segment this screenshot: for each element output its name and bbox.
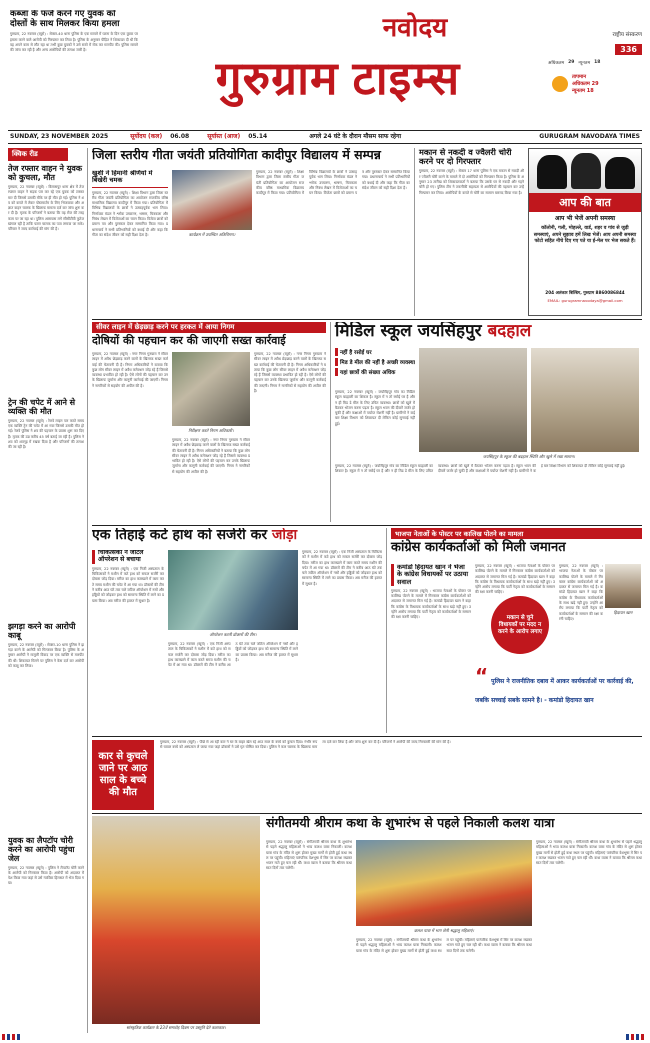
aap-ki-baat-sub: आप भी भेजें अपनी समस्या — [554, 215, 616, 222]
registration-mark-right — [626, 1034, 646, 1040]
surgery-caption: ऑपरेशन करती डॉक्टरों की टीम। — [209, 632, 257, 637]
sewer-body-mid: गुरुग्राम, 22 नवम्बर (ब्यूरो) : नगर निगम गुरुग्राम ने सीवर लाइन में अवैध छेड़छाड़ करने वालों के खिलाफ सख्त कार्रवाई की चेतावनी दी है। निगम अधिकारियों ने बताया कि कुछ लोग सीवर लाइन में अवैध कनेक्शन जोड़ रहे हैं जिससे व्यवस्था प्रभावित हो रही है। ऐसे लोगों की पहचान कर उनके खिलाफ जुर्माना और कानूनी कार्रवाई की जाएगी। निगम ने नागरिकों से सहयोग की अपील की है। — [172, 438, 250, 474]
left-story4-title: युवक का लैपटॉप चोरी करने का आरोपी पहुंचा जेल — [8, 835, 75, 863]
car-crush-story — [92, 740, 642, 810]
car-crush-headline: कार से कुचले जाने पर आठ साल के बच्चे की मौत — [98, 751, 148, 798]
sewer-body-right: गुरुग्राम, 22 नवम्बर (ब्यूरो) : नगर निगम गुरुग्राम ने सीवर लाइन में अवैध छेड़छाड़ करने वालों के खिलाफ सख्त कार्रवाई की चेतावनी दी है। निगम अधिकारियों ने बताया कि कुछ लोग सीवर लाइन में अवैध कनेक्शन जोड़ रहे हैं जिससे व्यवस्था प्रभावित हो रही है। ऐसे लोगों की पहचान कर उनके खिलाफ जुर्माना और कानूनी कार्रवाई की जाएगी। निगम ने नागरिकों से सहयोग की अपील की है। — [254, 352, 326, 394]
car-crush-headline-box — [92, 740, 154, 810]
ram-katha-headline: संगीतमयी श्रीराम कथा के शुभारंभ से पहले निकाली कलश यात्रा — [266, 816, 555, 830]
ram-katha-story — [92, 816, 642, 1034]
sewer-headline: दोषियों की पहचान कर की जाएगी सख्त कार्रवाई — [92, 334, 286, 347]
theft-story — [414, 148, 524, 316]
gita-sub: खुशी ने हिमानी श्रेणियों में बिखेरी चमक — [92, 170, 168, 188]
divider-4 — [92, 813, 642, 814]
school-headline — [335, 322, 642, 346]
surgery-story — [92, 528, 382, 733]
congress-left — [391, 564, 471, 732]
dateline-promo: अगले 24 घंटे के दौरान मौसम साफ रहेगा — [309, 133, 402, 140]
sunset-time: 05.14 — [248, 133, 268, 140]
sunrise-label: सूर्योदय (कल) — [130, 133, 163, 140]
weather-max-value: 29 — [568, 60, 575, 65]
gita-headline: जिला स्तरीय गीता जयंती प्रतियोगिता कादीपुर विद्यालय में सम्पन्न — [92, 148, 381, 162]
surgery-headline-part2: जोड़ा — [272, 528, 298, 543]
dateline-bar — [8, 130, 642, 144]
sewer-photo — [172, 352, 250, 426]
sewer-caption: निरीक्षण करते निगम अधिकारी। — [188, 428, 234, 433]
gita-photo — [172, 170, 252, 230]
sun-icon — [552, 76, 568, 92]
top-right-box — [548, 30, 642, 122]
sunset-label: सूर्यास्त (आज) — [207, 133, 241, 140]
congress-quote-text: पुलिस ने राजनीतिक दबाव में आकर कार्यकर्ताओं पर कार्रवाई की, जबकि सच्चाई सबके सामने है। - कमांडो हिदायत खान — [475, 678, 634, 704]
left-story1-body: गुरुग्राम, 22 नवम्बर (ब्यूरो) : बिलासपुर थाना क्षेत्र में तेज रफ्तार वाहन ने सड़क पार कर रहे एक युवक को टक्कर मार दी जिससे उसकी मौके पर ही मौत हो गई। पुलिस ने शव को कब्जे में लेकर पोस्टमार्टम के लिए भिजवाया और अज्ञात वाहन चालक के खिलाफ मामला दर्ज कर जांच शुरू कर दी है। मृतक के परिजनों ने बताया कि वह रोज की तरह काम पर जा रहा था। पुलिस आसपास लगे सीसीटीवी फुटेज खंगाल रही है ताकि फरार चालक का पता लगाया जा सके। परिवार ने जल्द कार्रवाई की मांग की है। — [8, 184, 84, 232]
gita-story — [92, 148, 410, 316]
school-headline-part1: मिडिल स्कूल जयसिंहपुर — [335, 322, 482, 341]
brand-name-part2: टाइम्स — [352, 51, 461, 105]
congress-red-circle — [491, 596, 549, 654]
gita-body-left: गुरुग्राम, 22 नवम्बर (ब्यूरो) : शिक्षा विभाग द्वारा जिला स्तरीय गीता जयंती प्रतियोगिता का आयोजन राजकीय वरिष्ठ माध्यमिक विद्यालय कादीपुर में किया गया। प्रतियोगिता में विभिन्न विद्यालयों के छात्रों ने उत्साहपूर्वक भाग लिया। निर्णायक मंडल ने श्लोक उच्चारण, भाषण, चित्रकला और निबंध लेखन में विजेताओं का चयन किया। विजेता छात्रों को प्रमाण पत्र और पुरस्कार देकर सम्मानित किया गया। प्रधानाचार्य ने सभी प्रतिभागियों को बधाई दी और कहा कि गीता का संदेश जीवन को सही दिशा देता है। — [92, 190, 168, 237]
sewer-story — [92, 322, 326, 522]
congress-quote — [475, 668, 641, 732]
kalash-caption-1: सांस्कृतिक कार्यक्रम के 23वें समारोह दिवस पर प्रस्तुति देते कलाकार। — [126, 1025, 226, 1030]
congress-red-text: मकान से चुने विधायकों पर मदद न करने के आरोप लगाए — [498, 614, 542, 635]
quick-read-label: क्विक रीड — [8, 148, 68, 161]
surgery-left — [92, 550, 164, 730]
aap-ki-baat-email: EMAIL: gurugramnavodaya@gmail.com — [547, 298, 623, 303]
surgery-body-left: गुरुग्राम, 22 नवम्बर (ब्यूरो) : एक निजी अस्पताल के चिकित्सकों ने मशीन में कटे हाथ को सफल सर्जरी कर दोबारा जोड़ दिया। मरीज का हाथ कारखाने में काम करते समय मशीन की चपेट में आ गया था। डॉक्टरों की टीम ने करीब आठ घंटे तक चले जटिल ऑपरेशन में नसों और हड्डियों को जोड़कर हाथ को सामान्य स्थिति में लाने का प्रयास किया। अब मरीज की हालत में सुधार है। — [92, 566, 164, 603]
aap-ki-baat-box — [528, 148, 642, 316]
top-left-headline: कब्जा के फर्ज करने गए युवक को दोस्तों के साथ मिलकर किया हमला — [10, 10, 120, 29]
school-body-left: गुरुग्राम, 22 नवम्बर (ब्यूरो) : जयसिंहपुर गांव का मिडिल स्कूल बदहाली का शिकार है। स्कूल में न तो रसोई घर है और न ही मिड डे मील के लिए उचित व्यवस्था। छात्रों को खुले में बैठकर भोजन करना पड़ता है। स्कूल भवन की दीवारें जर्जर हो चुकी हैं और कक्षाओं में पर्याप्त रोशनी नहीं है। ग्रामीणों ने कई बार शिक्षा विभाग को शिकायत दी लेकिन कोई सुनवाई नहीं हुई। — [335, 390, 415, 426]
surgery-headline — [92, 528, 382, 548]
school-point-1: नहीं है रसोई घर — [335, 348, 415, 356]
surgery-headline-part1: एक तिहाई कटे हाथ को सर्जरी कर — [92, 528, 268, 543]
left-story3-title: झगड़ा करने का आरोपी काबू — [8, 621, 76, 640]
theft-body: गुरुग्राम, 22 नवम्बर (ब्यूरो) : सेक्टर 17 थाना पुलिस ने एक मकान से नकदी और ज्वैलरी चोरी करने के मामले में दो आरोपियों को गिरफ्तार किया है। पुलिस के अनुसार 23 तारीख को शिकायतकर्ता ने बताया कि उसके घर से नकदी और गहने चोरी हो गए। पुलिस टीम ने तकनीकी सहायता से आरोपियों की पहचान कर उन्हें गिरफ्तार कर लिया। आरोपियों के कब्जे से चोरी का सामान बरामद किया गया है। — [419, 169, 524, 195]
surgery-photo — [168, 550, 298, 630]
page-number: 336 — [615, 44, 642, 55]
ram-katha-body-right: गुरुग्राम, 22 नवम्बर (ब्यूरो) : संगीतमयी श्रीराम कथा के शुभारंभ से पहले श्रद्धालु महिलाओं ने भव्य कलश यात्रा निकाली। कलश यात्रा गांव के मंदिर से शुरू होकर मुख्य मार्गों से होती हुई कथा स्थल पर पहुंची। महिलाएं पारंपरिक वेशभूषा में सिर पर कलश रखकर भजन गाते हुए चल रही थीं। कथा व्यास ने बताया कि श्रीराम कथा सात दिनों तक चलेगी। — [536, 840, 642, 866]
aap-ki-baat-body: कॉलोनी, गली, मोहल्ले, वार्ड, शहर व गांव से जुड़ी समस्याएं, अपने सुझाव हमें लिख भेजें। आप अपनी समस्या फोटो सहित नीचे दिए गए पते या ई-मेल पर भेज सकते हैं। — [533, 226, 637, 245]
aap-ki-baat-contact: 204 अलंकार बिल्डिंग, गुरुग्राम 8860086844 — [545, 290, 625, 295]
weather-max-name: अधिकतम — [548, 61, 565, 66]
brand-top-word: नवोदय — [382, 13, 448, 43]
school-headline-part2: बदहाल — [487, 322, 532, 341]
left-story4-body: गुरुग्राम, 22 नवम्बर (ब्यूरो) : पुलिस ने लैपटॉप चोरी करने के आरोपी को गिरफ्तार किया है। आरोपी को अदालत में पेश किया गया जहां से उसे न्यायिक हिरासत में भेज दिया गया। — [8, 865, 84, 886]
weather-row — [548, 60, 642, 66]
edition-name: GURUGRAM NAVODAYA TIMES — [539, 133, 640, 140]
kalash-photo-1 — [92, 816, 260, 1024]
congress-body-left: गुरुग्राम, 22 नवम्बर (ब्यूरो) : भाजपा नेताओं के पोस्टर पर कालिख पोतने के मामले में गिरफ्तार कांग्रेस कार्यकर्ताओं को अदालत से जमानत मिल गई है। कमांडो हिदायत खान ने कहा कि कांग्रेस के विधायक कार्यकर्ताओं के साथ खड़े नहीं हुए। उन्होंने आरोप लगाया कि पार्टी नेतृत्व को कार्यकर्ताओं के सम्मान की रक्षा करनी चाहिए। — [391, 588, 471, 620]
divider-3 — [92, 736, 642, 737]
left-column — [8, 148, 88, 1033]
school-body-bottom: गुरुग्राम, 22 नवम्बर (ब्यूरो) : जयसिंहपुर गांव का मिडिल स्कूल बदहाली का शिकार है। स्कूल में न तो रसोई घर है और न ही मिड डे मील के लिए उचित व्यवस्था। छात्रों को खुले में बैठकर भोजन करना पड़ता है। स्कूल भवन की दीवारें जर्जर हो चुकी हैं और कक्षाओं में पर्याप्त रोशनी नहीं है। ग्रामीणों ने कई बार शिक्षा विभाग को शिकायत दी लेकिन कोई सुनवाई नहीं हुई। — [335, 464, 626, 474]
congress-headline: कांग्रेस कार्यकर्ताओं को मिली जमानत — [391, 540, 566, 555]
ram-katha-body-left: गुरुग्राम, 22 नवम्बर (ब्यूरो) : संगीतमयी श्रीराम कथा के शुभारंभ से पहले श्रद्धालु महिलाओं ने भव्य कलश यात्रा निकाली। कलश यात्रा गांव के मंदिर से शुरू होकर मुख्य मार्गों से होती हुई कथा स्थल पर पहुंची। महिलाएं पारंपरिक वेशभूषा में सिर पर कलश रखकर भजन गाते हुए चल रही थीं। कथा व्यास ने बताया कि श्रीराम कथा सात दिनों तक चलेगी। — [266, 840, 352, 871]
registration-mark-left — [2, 1034, 22, 1040]
brand-logo — [138, 38, 538, 116]
congress-body-mid: गुरुग्राम, 22 नवम्बर (ब्यूरो) : भाजपा नेताओं के पोस्टर पर कालिख पोतने के मामले में गिरफ्तार कांग्रेस कार्यकर्ताओं को अदालत से जमानत मिल गई है। कमांडो हिदायत खान ने कहा कि कांग्रेस के विधायक कार्यकर्ताओं के साथ खड़े नहीं हुए। उन्होंने आरोप लगाया कि पार्टी नेतृत्व को कार्यकर्ताओं के सम्मान की रक्षा करनी चाहिए। — [475, 564, 555, 595]
gita-body-right: गुरुग्राम, 22 नवम्बर (ब्यूरो) : शिक्षा विभाग द्वारा जिला स्तरीय गीता जयंती प्रतियोगिता का आयोजन राजकीय वरिष्ठ माध्यमिक विद्यालय कादीपुर में किया गया। प्रतियोगिता में विभिन्न विद्यालयों के छात्रों ने उत्साहपूर्वक भाग लिया। निर्णायक मंडल ने श्लोक उच्चारण, भाषण, चित्रकला और निबंध लेखन में विजेताओं का चयन किया। विजेता छात्रों को प्रमाण पत्र और पुरस्कार देकर सम्मानित किया गया। प्रधानाचार्य ने सभी प्रतिभागियों को बधाई दी और कहा कि गीता का संदेश जीवन को सही दिशा देता है। — [256, 170, 410, 196]
date: SUNDAY, 23 NOVEMBER 2025 — [10, 133, 109, 140]
school-points — [335, 348, 415, 388]
sunrise-time: 06.08 — [170, 133, 190, 140]
school-story — [330, 322, 642, 522]
sewer-kicker: सीवर लाइन में छेड़छाड़ करने पर हरकत में आया निगम — [92, 322, 326, 333]
aap-ki-baat-title: आप की बात — [529, 193, 641, 212]
school-point-3: यहां छात्रों की संख्या अधिक — [335, 368, 415, 376]
surgery-body-right: गुरुग्राम, 22 नवम्बर (ब्यूरो) : एक निजी अस्पताल के चिकित्सकों ने मशीन में कटे हाथ को सफल सर्जरी कर दोबारा जोड़ दिया। मरीज का हाथ कारखाने में काम करते समय मशीन की चपेट में आ गया था। डॉक्टरों की टीम ने करीब आठ घंटे तक चले जटिल ऑपरेशन में नसों और हड्डियों को जोड़कर हाथ को सामान्य स्थिति में लाने का प्रयास किया। अब मरीज की हालत में सुधार है। — [302, 550, 382, 586]
weather-extra: तापमान अधिकतम 29 न्यूनतम 18 — [572, 74, 599, 94]
kalash-caption-2: कलश यात्रा में भाग लेती श्रद्धालु महिलाएं। — [413, 928, 475, 933]
divider-2 — [92, 525, 642, 526]
left-story3-body: गुरुग्राम, 22 नवम्बर (ब्यूरो) : सेक्टर-10 थाना पुलिस ने झगड़ा करने के आरोपी को गिरफ्तार किया है। पुलिस के अनुसार आरोपी ने मामूली विवाद पर एक व्यक्ति से मारपीट की थी। शिकायत मिलने पर पुलिस ने केस दर्ज कर आरोपी को काबू कर लिया। — [8, 642, 84, 668]
weather-min-name: न्यूनतम — [578, 61, 591, 66]
quote-icon: “ — [475, 668, 489, 688]
top-left-story — [10, 10, 138, 122]
left-story2-body: गुरुग्राम, 22 नवम्बर (ब्यूरो) : रेलवे लाइन पार करते समय एक व्यक्ति ट्रेन की चपेट में आ गया जिससे उसकी मौत हो गई। रेलवे पुलिस ने शव की पहचान के प्रयास शुरू कर दिए हैं। मृतक की उम्र करीब 45 वर्ष बताई जा रही है। पुलिस ने शव को शवगृह में रखवा दिया है और परिजनों की तलाश की जा रही है। — [8, 418, 84, 450]
school-point-2: मिड डे मील की नहीं है अच्छी व्यवस्था — [335, 358, 415, 366]
sewer-body-left: गुरुग्राम, 22 नवम्बर (ब्यूरो) : नगर निगम गुरुग्राम ने सीवर लाइन में अवैध छेड़छाड़ करने वालों के खिलाफ सख्त कार्रवाई की चेतावनी दी है। निगम अधिकारियों ने बताया कि कुछ लोग सीवर लाइन में अवैध कनेक्शन जोड़ रहे हैं जिससे व्यवस्था प्रभावित हो रही है। ऐसे लोगों की पहचान कर उनके खिलाफ जुर्माना और कानूनी कार्रवाई की जाएगी। निगम ने नागरिकों से सहयोग की अपील की है। — [92, 352, 168, 388]
top-left-body: गुरुग्राम, 22 नवम्बर (ब्यूरो) : सेक्टर-40 थाना पुलिस के एक मामले में घटना के दिन एक युवक पर हमला करने वाले आरोपी को गिरफ्तार कर लिया है। पुलिस के अनुसार पीड़ित ने शिकायत दी थी कि वह अपने काम से लौट रहा था तभी कुछ युवकों ने उसे रास्ते में रोक कर मारपीट की। पुलिस मामले की जांच कर रही है और अन्य आरोपियों की तलाश जारी है। — [10, 32, 138, 53]
school-caption: जयसिंहपुर के स्कूल की बदहाल स्थिति और खुले में रखा सामान। — [483, 454, 575, 459]
gita-sub-box — [92, 170, 168, 312]
kalash-photo-2 — [356, 840, 532, 926]
gita-caption: कार्यक्रम में उपस्थित अतिथिगण। — [188, 232, 236, 237]
school-photo-2 — [531, 348, 639, 452]
brand-name-part1: गुरुग्राम — [215, 51, 339, 105]
car-crush-body: गुरुग्राम, 22 नवम्बर (ब्यूरो) : पीछे से आ रही कार ने घर के बाहर खेल रहे आठ साल के बच्चे को कुचल दिया। गंभीर रूप से घायल बच्चे को अस्पताल ले जाया गया जहां डॉक्टरों ने उसे मृत घोषित कर दिया। पुलिस ने कार चालक के खिलाफ मामला दर्ज कर लिया है और जांच शुरू कर दी है। परिजनों ने आरोपी की जल्द गिरफ्तारी की मांग की है। — [160, 740, 451, 750]
aap-ki-baat-graphic — [529, 149, 641, 193]
school-photo-1 — [419, 348, 527, 452]
surgery-sub: चिकित्सकों ने जटिल ऑपरेशन से बचाया — [92, 550, 164, 564]
divider-1 — [92, 319, 642, 320]
congress-kicker: भाजपा नेताओं के पोस्टर पर कालिख पोतने का मामला — [391, 528, 642, 539]
left-story1-title: तेज रफ्तार वाहन ने युवक को कुचला, मौत — [8, 164, 83, 182]
theft-headline: मकान से नकदी व ज्वैलरी चोरी करने पर दो गिरफ्तार — [419, 148, 512, 167]
congress-person-name: हिदायत खान — [613, 610, 633, 615]
congress-body-right: गुरुग्राम, 22 नवम्बर (ब्यूरो) : भाजपा नेताओं के पोस्टर पर कालिख पोतने के मामले में गिरफ्तार कांग्रेस कार्यकर्ताओं को अदालत से जमानत मिल गई है। कमांडो हिदायत खान ने कहा कि कांग्रेस के विधायक कार्यकर्ताओं के साथ खड़े नहीं हुए। उन्होंने आरोप लगाया कि पार्टी नेतृत्व को कार्यकर्ताओं के सम्मान की रक्षा करनी चाहिए। — [559, 564, 603, 621]
surgery-body-bottom: गुरुग्राम, 22 नवम्बर (ब्यूरो) : एक निजी अस्पताल के चिकित्सकों ने मशीन में कटे हाथ को सफल सर्जरी कर दोबारा जोड़ दिया। मरीज का हाथ कारखाने में काम करते समय मशीन की चपेट में आ गया था। डॉक्टरों की टीम ने करीब आठ घंटे तक चले जटिल ऑपरेशन में नसों और हड्डियों को जोड़कर हाथ को सामान्य स्थिति में लाने का प्रयास किया। अब मरीज की हालत में सुधार है। — [168, 642, 298, 668]
congress-person-photo — [605, 564, 641, 608]
edition-label: राष्ट्रीय संस्करण — [612, 32, 642, 38]
masthead — [0, 0, 650, 130]
left-story2-title: ट्रेन की चपेट में आने से व्यक्ति की मौत — [8, 397, 76, 416]
congress-sub: कमांडो हिदायत खान ने भेजा के कांग्रेस विधायकों पर उठाया सवाल — [391, 564, 471, 586]
weather-min-value: 18 — [594, 60, 601, 65]
ram-katha-body-mid: गुरुग्राम, 22 नवम्बर (ब्यूरो) : संगीतमयी श्रीराम कथा के शुभारंभ से पहले श्रद्धालु महिलाओं ने भव्य कलश यात्रा निकाली। कलश यात्रा गांव के मंदिर से शुरू होकर मुख्य मार्गों से होती हुई कथा स्थल पर पहुंची। महिलाएं पारंपरिक वेशभूषा में सिर पर कलश रखकर भजन गाते हुए चल रही थीं। कथा व्यास ने बताया कि श्रीराम कथा सात दिनों तक चलेगी। — [356, 938, 532, 953]
congress-story — [386, 528, 642, 733]
